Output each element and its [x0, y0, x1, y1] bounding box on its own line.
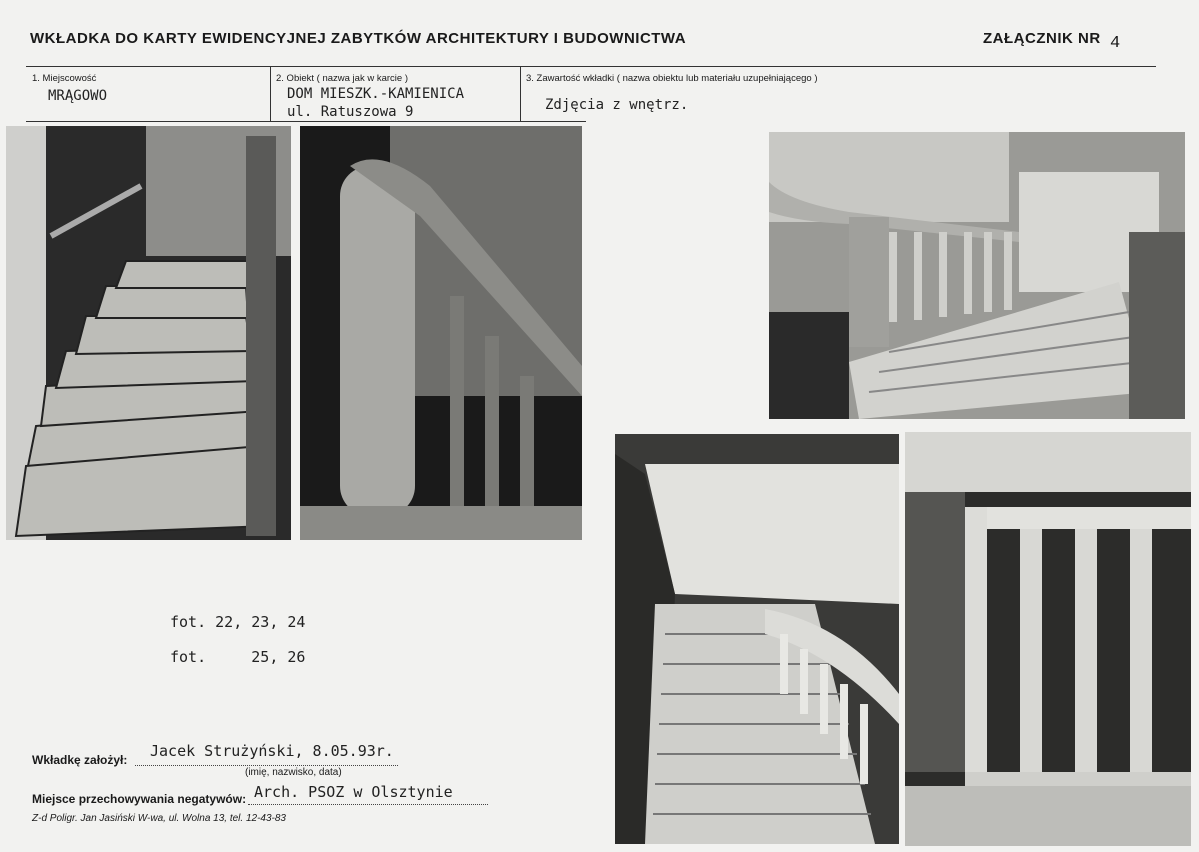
locality-label: 1. Miejscowość	[32, 73, 97, 84]
created-by-line	[135, 764, 398, 766]
storage-value: Arch. PSOZ w Olsztynie	[254, 783, 453, 801]
created-by-label: Wkładkę założył:	[32, 753, 128, 767]
locality-value: MRĄGOWO	[48, 88, 108, 104]
field-divider	[270, 66, 271, 122]
object-label: 2. Obiekt ( nazwa jak w karcie )	[276, 73, 408, 84]
created-by-hint: (imię, nazwisko, data)	[245, 767, 342, 778]
object-value-line1: DOM MIESZK.-KAMIENICA	[287, 86, 465, 102]
annex-label: ZAŁĄCZNIK NR	[983, 30, 1101, 47]
content-value: Zdjęcia z wnętrz.	[545, 97, 689, 113]
header-rule	[26, 66, 1156, 67]
created-by-value: Jacek Strużyński, 8.05.93r.	[150, 742, 394, 760]
card-title: WKŁADKA DO KARTY EWIDENCYJNEJ ZABYTKÓW ARCHITEKTURY I BUDOWNICTWA	[30, 30, 687, 47]
annex-number: 4	[1110, 34, 1121, 53]
object-value-line2: ul. Ratuszowa 9	[287, 104, 414, 120]
photo-balustrade	[905, 432, 1191, 846]
printer-imprint: Z-d Poligr. Jan Jasiński W-wa, ul. Wolna 13, tel. 12-43-83	[32, 813, 286, 824]
storage-line	[248, 803, 488, 805]
photo-stairs-from-above	[615, 434, 899, 844]
photo-newel-post	[300, 126, 582, 540]
content-label: 3. Zawartość wkładki ( nazwa obiektu lub materiału uzupełniającego )	[526, 73, 818, 84]
field-rule	[26, 121, 586, 122]
photo-stair-landing	[769, 132, 1185, 419]
storage-label: Miejsce przechowywania negatywów:	[32, 792, 247, 806]
photo-refs-line1: fot. 22, 23, 24	[170, 613, 306, 631]
photo-staircase-1	[6, 126, 291, 540]
field-divider	[520, 66, 521, 122]
photo-refs-line2: fot. 25, 26	[170, 648, 306, 666]
